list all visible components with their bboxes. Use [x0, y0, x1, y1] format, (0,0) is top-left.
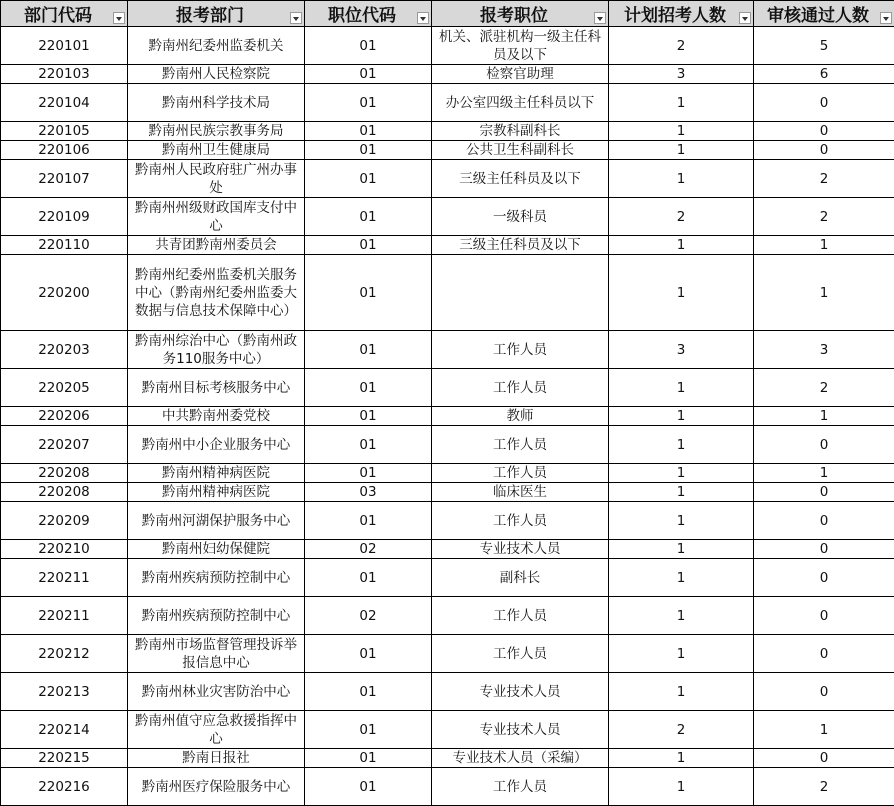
table-row — [1, 65, 894, 84]
cell-plan-count[interactable]: 1 — [609, 635, 754, 673]
cell-plan-count[interactable]: 1 — [609, 141, 754, 160]
cell-position[interactable]: 工作人员 — [432, 502, 609, 540]
cell-dept-code[interactable]: 220210 — [1, 540, 128, 559]
cell-dept[interactable]: 黔南州州级财政国库支付中心 — [128, 198, 305, 236]
cell-position-code[interactable]: 01 — [305, 426, 432, 464]
cell-position-code[interactable]: 01 — [305, 331, 432, 369]
cell-dept[interactable]: 黔南州疾病预防控制中心 — [128, 559, 305, 597]
table-row — [1, 27, 894, 65]
cell-position-code[interactable]: 01 — [305, 673, 432, 711]
cell-dept[interactable]: 黔南州河湖保护服务中心 — [128, 502, 305, 540]
table-row — [1, 749, 894, 768]
cell-position-code[interactable]: 01 — [305, 141, 432, 160]
cell-plan-count[interactable]: 1 — [609, 597, 754, 635]
table-row — [1, 597, 894, 635]
table-row — [1, 483, 894, 502]
cell-dept-code[interactable]: 220103 — [1, 65, 128, 84]
cell-dept-code[interactable]: 220211 — [1, 559, 128, 597]
cell-passed-count[interactable]: 0 — [754, 673, 894, 711]
header-plan-count — [609, 1, 754, 27]
cell-dept-code[interactable]: 220109 — [1, 198, 128, 236]
cell-plan-count[interactable]: 1 — [609, 236, 754, 255]
table-row — [1, 407, 894, 426]
cell-plan-count[interactable]: 1 — [609, 407, 754, 426]
cell-position[interactable]: 机关、派驻机构一级主任科员及以下 — [432, 27, 609, 65]
cell-plan-count[interactable]: 2 — [609, 711, 754, 749]
header-label: 计划招考人数 — [624, 6, 726, 26]
cell-dept[interactable]: 黔南州值守应急救援指挥中心 — [128, 711, 305, 749]
cell-position-code[interactable]: 01 — [305, 236, 432, 255]
cell-plan-count[interactable]: 1 — [609, 502, 754, 540]
table-row — [1, 635, 894, 673]
cell-position[interactable]: 三级主任科员及以下 — [432, 236, 609, 255]
cell-position[interactable]: 工作人员 — [432, 426, 609, 464]
cell-position-code[interactable]: 01 — [305, 559, 432, 597]
cell-dept-code[interactable]: 220211 — [1, 597, 128, 635]
header-label: 部门代码 — [24, 6, 92, 26]
cell-position[interactable] — [432, 255, 609, 331]
table-row — [1, 122, 894, 141]
table-row — [1, 540, 894, 559]
cell-passed-count[interactable]: 0 — [754, 502, 894, 540]
cell-dept[interactable]: 黔南州民族宗教事务局 — [128, 122, 305, 141]
cell-passed-count[interactable]: 1 — [754, 255, 894, 331]
cell-position[interactable]: 专业技术人员 — [432, 711, 609, 749]
cell-passed-count[interactable]: 2 — [754, 369, 894, 407]
table-row — [1, 84, 894, 122]
cell-dept-code[interactable]: 220214 — [1, 711, 128, 749]
cell-position[interactable]: 专业技术人员 — [432, 673, 609, 711]
cell-dept[interactable]: 黔南州卫生健康局 — [128, 141, 305, 160]
cell-dept[interactable]: 黔南州市场监督管理投诉举报信息中心 — [128, 635, 305, 673]
cell-dept-code[interactable]: 220208 — [1, 483, 128, 502]
cell-position-code[interactable]: 01 — [305, 711, 432, 749]
cell-position-code[interactable]: 01 — [305, 369, 432, 407]
cell-dept[interactable]: 黔南州精神病医院 — [128, 464, 305, 483]
cell-position[interactable]: 三级主任科员及以下 — [432, 160, 609, 198]
cell-plan-count[interactable]: 2 — [609, 198, 754, 236]
cell-position-code[interactable]: 01 — [305, 160, 432, 198]
cell-position[interactable]: 专业技术人员 — [432, 540, 609, 559]
cell-plan-count[interactable]: 1 — [609, 768, 754, 806]
cell-position-code[interactable]: 01 — [305, 84, 432, 122]
header-label: 报考部门 — [176, 6, 244, 26]
cell-dept-code[interactable]: 220206 — [1, 407, 128, 426]
cell-plan-count[interactable]: 1 — [609, 122, 754, 141]
cell-position[interactable]: 宗教科副科长 — [432, 122, 609, 141]
cell-position-code[interactable]: 01 — [305, 122, 432, 141]
filter-dropdown-icon[interactable] — [290, 12, 302, 24]
cell-dept[interactable]: 黔南州人民检察院 — [128, 65, 305, 84]
cell-passed-count[interactable]: 0 — [754, 749, 894, 768]
cell-passed-count[interactable]: 5 — [754, 27, 894, 65]
table-row — [1, 141, 894, 160]
cell-passed-count[interactable]: 0 — [754, 483, 894, 502]
cell-plan-count[interactable]: 1 — [609, 426, 754, 464]
filter-dropdown-icon[interactable] — [417, 12, 429, 24]
cell-position-code[interactable]: 01 — [305, 27, 432, 65]
cell-dept-code[interactable]: 220213 — [1, 673, 128, 711]
cell-passed-count[interactable]: 2 — [754, 160, 894, 198]
cell-plan-count[interactable]: 1 — [609, 559, 754, 597]
cell-plan-count[interactable]: 3 — [609, 331, 754, 369]
cell-position-code[interactable]: 01 — [305, 407, 432, 426]
cell-passed-count[interactable]: 1 — [754, 236, 894, 255]
cell-dept-code[interactable]: 220203 — [1, 331, 128, 369]
cell-dept-code[interactable]: 220209 — [1, 502, 128, 540]
cell-position-code[interactable]: 01 — [305, 502, 432, 540]
cell-dept-code[interactable]: 220101 — [1, 27, 128, 65]
cell-dept[interactable]: 黔南州疾病预防控制中心 — [128, 597, 305, 635]
cell-dept[interactable]: 黔南州妇幼保健院 — [128, 540, 305, 559]
cell-dept[interactable]: 黔南州纪委州监委机关 — [128, 27, 305, 65]
cell-passed-count[interactable]: 1 — [754, 464, 894, 483]
filter-dropdown-icon[interactable] — [594, 12, 606, 24]
cell-position[interactable]: 教师 — [432, 407, 609, 426]
table-row — [1, 768, 894, 806]
cell-dept-code[interactable]: 220207 — [1, 426, 128, 464]
cell-plan-count[interactable]: 1 — [609, 84, 754, 122]
cell-dept-code[interactable]: 220216 — [1, 768, 128, 806]
cell-dept[interactable]: 黔南州林业灾害防治中心 — [128, 673, 305, 711]
cell-position[interactable]: 临床医生 — [432, 483, 609, 502]
table-row — [1, 198, 894, 236]
cell-position[interactable]: 副科长 — [432, 559, 609, 597]
cell-plan-count[interactable]: 1 — [609, 749, 754, 768]
cell-position-code[interactable]: 02 — [305, 597, 432, 635]
cell-dept-code[interactable]: 220107 — [1, 160, 128, 198]
cell-position-code[interactable]: 01 — [305, 255, 432, 331]
header-position-code — [305, 1, 432, 27]
cell-position[interactable]: 专业技术人员（采编） — [432, 749, 609, 768]
cell-passed-count[interactable]: 1 — [754, 711, 894, 749]
header-dept — [128, 1, 305, 27]
cell-passed-count[interactable]: 2 — [754, 198, 894, 236]
cell-dept[interactable]: 黔南州医疗保险服务中心 — [128, 768, 305, 806]
cell-dept-code[interactable]: 220104 — [1, 84, 128, 122]
table-row — [1, 236, 894, 255]
cell-passed-count[interactable]: 2 — [754, 768, 894, 806]
table-row — [1, 559, 894, 597]
cell-dept-code[interactable]: 220106 — [1, 141, 128, 160]
cell-position-code[interactable]: 01 — [305, 768, 432, 806]
cell-position[interactable]: 工作人员 — [432, 597, 609, 635]
cell-dept[interactable]: 黔南州综治中心（黔南州政务110服务中心） — [128, 331, 305, 369]
table-row — [1, 711, 894, 749]
table-row — [1, 331, 894, 369]
cell-position[interactable]: 工作人员 — [432, 464, 609, 483]
table-row — [1, 369, 894, 407]
cell-position[interactable]: 工作人员 — [432, 369, 609, 407]
cell-dept[interactable]: 共青团黔南州委员会 — [128, 236, 305, 255]
table-row — [1, 160, 894, 198]
cell-position-code[interactable]: 01 — [305, 464, 432, 483]
cell-passed-count[interactable]: 1 — [754, 407, 894, 426]
cell-dept-code[interactable]: 220200 — [1, 255, 128, 331]
cell-passed-count[interactable]: 3 — [754, 331, 894, 369]
cell-position-code[interactable]: 03 — [305, 483, 432, 502]
cell-plan-count[interactable]: 1 — [609, 464, 754, 483]
cell-passed-count[interactable]: 6 — [754, 65, 894, 84]
cell-dept-code[interactable]: 220212 — [1, 635, 128, 673]
cell-dept-code[interactable]: 220205 — [1, 369, 128, 407]
cell-position[interactable]: 公共卫生科副科长 — [432, 141, 609, 160]
table-row — [1, 255, 894, 331]
cell-position[interactable]: 工作人员 — [432, 635, 609, 673]
cell-plan-count[interactable]: 1 — [609, 255, 754, 331]
header-label: 报考职位 — [480, 6, 548, 26]
cell-position-code[interactable]: 01 — [305, 749, 432, 768]
table-row — [1, 673, 894, 711]
cell-plan-count[interactable]: 1 — [609, 483, 754, 502]
filter-dropdown-icon[interactable] — [880, 12, 892, 24]
header-label: 职位代码 — [328, 6, 396, 26]
cell-dept[interactable]: 中共黔南州委党校 — [128, 407, 305, 426]
cell-position-code[interactable]: 01 — [305, 198, 432, 236]
cell-position-code[interactable]: 02 — [305, 540, 432, 559]
cell-plan-count[interactable]: 1 — [609, 160, 754, 198]
cell-dept[interactable]: 黔南州中小企业服务中心 — [128, 426, 305, 464]
cell-passed-count[interactable]: 0 — [754, 559, 894, 597]
cell-position[interactable]: 办公室四级主任科员以下 — [432, 84, 609, 122]
cell-passed-count[interactable]: 0 — [754, 597, 894, 635]
cell-passed-count[interactable]: 0 — [754, 540, 894, 559]
cell-position[interactable]: 一级科员 — [432, 198, 609, 236]
cell-passed-count[interactable]: 0 — [754, 84, 894, 122]
cell-position-code[interactable]: 01 — [305, 635, 432, 673]
filter-dropdown-icon[interactable] — [113, 12, 125, 24]
header-row — [1, 1, 894, 27]
table-row — [1, 464, 894, 483]
header-position — [432, 1, 609, 27]
cell-dept-code[interactable]: 220105 — [1, 122, 128, 141]
cell-dept[interactable]: 黔南州目标考核服务中心 — [128, 369, 305, 407]
cell-plan-count[interactable]: 3 — [609, 65, 754, 84]
header-passed-count — [754, 1, 894, 27]
cell-dept-code[interactable]: 220208 — [1, 464, 128, 483]
table-row — [1, 426, 894, 464]
cell-dept[interactable]: 黔南日报社 — [128, 749, 305, 768]
filter-dropdown-icon[interactable] — [739, 12, 751, 24]
cell-dept[interactable]: 黔南州精神病医院 — [128, 483, 305, 502]
cell-position[interactable]: 检察官助理 — [432, 65, 609, 84]
cell-dept[interactable]: 黔南州人民政府驻广州办事处 — [128, 160, 305, 198]
cell-passed-count[interactable]: 0 — [754, 122, 894, 141]
cell-dept-code[interactable]: 220215 — [1, 749, 128, 768]
header-label: 审核通过人数 — [767, 6, 869, 26]
cell-dept-code[interactable]: 220110 — [1, 236, 128, 255]
cell-passed-count[interactable]: 0 — [754, 426, 894, 464]
cell-plan-count[interactable]: 1 — [609, 369, 754, 407]
cell-passed-count[interactable]: 0 — [754, 141, 894, 160]
table-body — [1, 27, 894, 806]
cell-dept[interactable]: 黔南州科学技术局 — [128, 84, 305, 122]
table-row — [1, 502, 894, 540]
cell-passed-count[interactable]: 0 — [754, 635, 894, 673]
cell-plan-count[interactable]: 1 — [609, 673, 754, 711]
header-dept-code — [1, 1, 128, 27]
cell-position[interactable]: 工作人员 — [432, 768, 609, 806]
cell-plan-count[interactable]: 2 — [609, 27, 754, 65]
cell-position[interactable]: 工作人员 — [432, 331, 609, 369]
cell-plan-count[interactable]: 1 — [609, 540, 754, 559]
cell-dept[interactable]: 黔南州纪委州监委机关服务中心（黔南州纪委州监委大数据与信息技术保障中心） — [128, 255, 305, 331]
cell-position-code[interactable]: 01 — [305, 65, 432, 84]
